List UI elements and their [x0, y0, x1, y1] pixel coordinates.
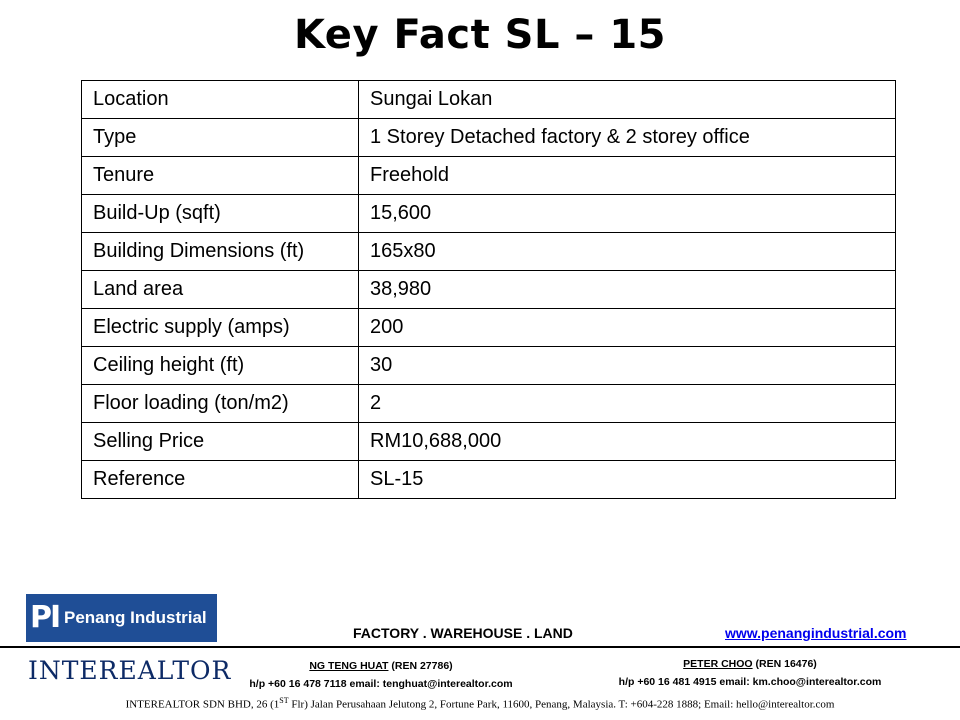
fact-label: Reference	[82, 461, 359, 499]
website-link[interactable]: www.penangindustrial.com	[725, 625, 907, 641]
fact-label: Land area	[82, 271, 359, 309]
contact-ren: (REN 27786)	[388, 660, 453, 672]
contact-ren: (REN 16476)	[752, 658, 817, 670]
contact-name: PETER CHOO	[683, 658, 753, 670]
company-address	[0, 696, 960, 711]
fact-value: 2	[359, 385, 896, 423]
fact-label: Type	[82, 119, 359, 157]
address-part: INTEREALTOR SDN BHD, 26 (1	[125, 698, 280, 711]
tagline: FACTORY . WAREHOUSE . LAND	[353, 625, 573, 641]
fact-value: 1 Storey Detached factory & 2 storey office	[359, 119, 896, 157]
fact-value: 38,980	[359, 271, 896, 309]
contact-ng-teng-huat	[229, 657, 533, 693]
fact-value: 15,600	[359, 195, 896, 233]
fact-label: Building Dimensions (ft)	[82, 233, 359, 271]
fact-label: Floor loading (ton/m2)	[82, 385, 359, 423]
fact-value: RM10,688,000	[359, 423, 896, 461]
fact-value: 200	[359, 309, 896, 347]
fact-label: Location	[82, 81, 359, 119]
penang-industrial-logo	[26, 594, 217, 642]
page-title: Key Fact SL – 15	[294, 12, 666, 58]
fact-row	[82, 461, 896, 499]
fact-label: Ceiling height (ft)	[82, 347, 359, 385]
logo-name: Penang Industrial	[64, 608, 207, 627]
fact-row	[82, 347, 896, 385]
fact-row	[82, 157, 896, 195]
fact-value: Freehold	[359, 157, 896, 195]
fact-row	[82, 271, 896, 309]
fact-value: 30	[359, 347, 896, 385]
contact-name: NG TENG HUAT	[309, 660, 389, 672]
contact-details: h/p +60 16 481 4915 email: km.choo@interealtor.com	[618, 676, 882, 688]
key-facts-table	[81, 80, 896, 499]
fact-value: 165x80	[359, 233, 896, 271]
fact-value: SL-15	[359, 461, 896, 499]
contact-details: h/p +60 16 478 7118 email: tenghuat@interealtor.com	[249, 678, 513, 690]
fact-label: Tenure	[82, 157, 359, 195]
contact-peter-choo	[598, 655, 902, 691]
address-superscript: ST	[279, 696, 289, 705]
fact-label: Electric supply (amps)	[82, 309, 359, 347]
logo-mark: PI	[30, 600, 60, 635]
fact-row	[82, 233, 896, 271]
fact-row	[82, 309, 896, 347]
fact-label: Build-Up (sqft)	[82, 195, 359, 233]
fact-value: Sungai Lokan	[359, 81, 896, 119]
interealtor-logo: INTEREALTOR	[28, 656, 232, 685]
address-part: Flr) Jalan Perusahaan Jelutong 2, Fortune Park, 11600, Penang, Malaysia. T: +604-228 1888; Email: hello@interealtor.com	[288, 698, 835, 711]
fact-row	[82, 385, 896, 423]
fact-row	[82, 81, 896, 119]
fact-row	[82, 195, 896, 233]
fact-row	[82, 423, 896, 461]
fact-row	[82, 119, 896, 157]
footer-divider	[0, 646, 960, 648]
fact-label: Selling Price	[82, 423, 359, 461]
